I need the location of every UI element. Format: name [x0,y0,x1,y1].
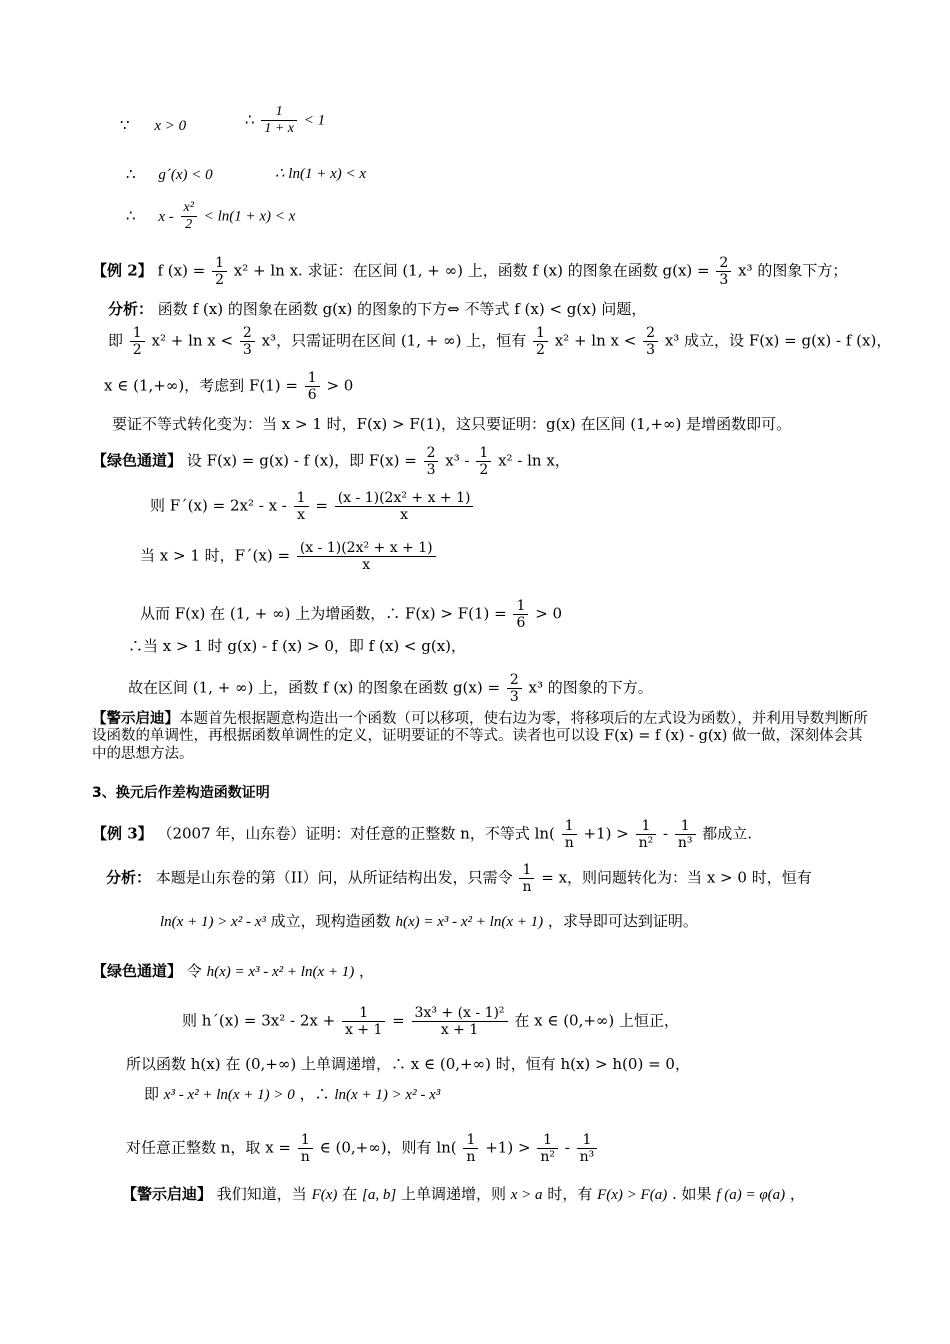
text: x² - ln x， [498,451,570,470]
warning-tag: 【警示启迪】 [122,1185,213,1203]
math-text: x > a [510,1187,543,1203]
fraction: $\frac{2}{3}$ [716,255,731,288]
green-line-1 [92,445,570,478]
text: x ∈ (1,+∞)，考虑到 F(1) = [104,376,298,395]
text: 本题是山东卷的第（II）问，从所证结构出发，只需令 [155,868,513,887]
fraction: $\frac{2}{3}$ [240,325,255,358]
text: ， [359,962,375,980]
math-lt-1: < 1 [303,112,326,129]
analysis-line-3 [104,370,353,403]
math-text: x³ - x² + ln(x + 1) > 0 [163,1087,295,1103]
text: 函数 f (x) 的图象在函数 g(x) 的图象的下方⇔ 不等式 f (x) < g(x) 问题， [157,300,647,318]
fraction: $\frac{2}{3}$ [424,445,439,478]
fraction: $\frac{2}{3}$ [507,672,522,705]
green2-line-4 [144,1085,440,1104]
fraction: $\frac{1}{x}$ [294,490,309,523]
fraction: $\frac{\text{3x³ + (x - 1)²}}{x + 1}$ [412,1005,508,1038]
text: 即 [108,331,124,350]
math-g-prime-lt-0: g´(x) < 0 [158,167,213,183]
math-text: ln(x + 1) > x² - x³ [160,914,266,930]
fraction: $\frac{1}{n}$ [463,1132,478,1165]
example-3 [92,818,752,851]
text: 故在区间 (1, + ∞) 上，函数 f (x) 的图象在函数 g(x) = [128,678,501,697]
text: x³ 的图象的下方。 [528,678,653,697]
fraction: $\frac{\text{(x - 1)(2x² + x + 1)}}{x}$ [297,540,436,573]
fraction: $\frac{\text{(x - 1)(2x² + x + 1)}}{x}$ [335,490,474,523]
text: +1) > [583,824,629,843]
text: 在 [342,1185,358,1203]
text: f (x) = [157,261,206,280]
text: ∈ (0,+∞)，则有 ln( [319,1138,457,1157]
text: 在 x ∈ (0,+∞) 上恒正， [514,1011,680,1030]
text: 成立，现构造函数 [270,912,391,930]
green2-line-1 [92,962,374,981]
green-line-6 [128,672,653,705]
math-x-gt-0: x > 0 [154,118,187,134]
line-g-prime [126,165,213,184]
fraction: $\frac{1}{2}$ [130,325,145,358]
text: 设 F(x) = g(x) - f (x)，即 F(x) = [186,451,417,470]
text: x³ 的图象下方； [738,261,848,280]
green-line-2 [150,490,475,523]
text: （2007 年，山东卷）证明：对任意的正整数 n，不等式 ln( [157,824,555,843]
warning-1 [92,710,872,763]
text: 我们知道，当 [216,1185,307,1203]
fraction: $\frac{1}{n}$ [562,818,577,851]
fraction: $\frac{1}{2}$ [533,325,548,358]
green-tag: 【绿色通道】 [92,451,183,470]
text: 从而 F(x) 在 (1, + ∞) 上为增函数，∴ F(x) > F(1) = [140,604,507,623]
green-line-3 [140,540,438,573]
math-text: F(x) > F(a) [597,1187,668,1203]
math-text: x - [158,208,174,225]
text: 时，有 [547,1185,593,1203]
therefore-symbol: ∴ [126,206,136,225]
text: 则 h´(x) = 3x² - 2x + [182,1011,336,1030]
fraction: $\frac{2}{3}$ [643,325,658,358]
fraction: $\frac{1}{6}$ [513,598,528,631]
text: . 如果 [671,1185,712,1203]
math-text: h(x) = x³ - x² + ln(x + 1) [206,964,355,980]
green-tag: 【绿色通道】 [92,962,183,980]
line-ln-lt-x: ∴ ln(1 + x) < x [275,166,367,182]
green2-line-3: 所以函数 h(x) 在 (0,+∞) 上单调递增，∴ x ∈ (0,+∞) 时，恒有 h(x) > h(0) = 0， [126,1055,690,1073]
math-text: [a, b] [361,1187,397,1203]
math-text: F(x) [311,1187,338,1203]
green-line-4 [140,598,562,631]
fraction: $\frac{\text{x²}}{2}$ [181,200,197,233]
text: x² + ln x. 求证：在区间 (1, + ∞) 上，函数 f (x) 的图象在函数 g(x) = [233,261,710,280]
green2-line-5 [126,1132,599,1165]
green2-line-2 [182,1005,679,1038]
because-symbol: ∵ [120,116,130,134]
green-line-5: ∴当 x > 1 时 g(x) - f (x) > 0，即 f (x) < g(x)， [128,637,467,655]
example-tag: 【例 3】 [92,824,153,843]
text: 则 F´(x) = 2x² - x - [150,496,287,515]
fraction: $\frac{1}{1 + x}$ [261,104,297,137]
text: x³ 成立，设 F(x) = g(x) - f (x)， [664,331,892,350]
therefore-symbol: ∴ [245,110,255,129]
text: 即 [144,1085,160,1103]
line-double-inequality [126,200,295,233]
analysis3-line-1 [106,862,812,895]
text: x³，只需证明在区间 (1, + ∞) 上，恒有 [261,331,527,350]
math-text: ln(x + 1) > x² - x³ [334,1087,441,1103]
fraction: $\frac{1}{\text{n³}}$ [577,1132,598,1165]
text: 当 x > 1 时，F´(x) = [140,546,291,565]
text: = x，则问题转化为：当 x > 0 时，恒有 [541,868,812,887]
example-2 [92,255,847,288]
fraction: $\frac{1}{\text{n²}}$ [636,818,657,851]
fraction: $\frac{1}{n}$ [519,862,534,895]
math-text: < ln(1 + x) < x [203,208,296,225]
warning-2 [122,1185,805,1204]
fraction: $\frac{1}{2}$ [476,445,491,478]
fraction: $\frac{1}{x + 1}$ [342,1005,385,1038]
warning-text: 本题首先根据题意构造出一个函数（可以移项，使右边为零，将移项后的左式设为函数），并利用导数判断所设函数的单调性，再根据函数单调性的定义，证明要证的不等式。读者也可以设 F(x) = f (x) - g(x) 做一做，深刻体会其中的思想方法。 [92,711,868,762]
fraction: $\frac{1}{2}$ [212,255,227,288]
text: ， [789,1185,805,1203]
analysis3-line-2 [160,912,698,931]
analysis-line-4: 要证不等式转化变为：当 x > 1 时，F(x) > F(1)，这只要证明：g(x) 在区间 (1,+∞) 是增函数即可。 [112,415,792,433]
fraction: $\frac{1}{n}$ [298,1132,313,1165]
text: ，求导即可达到证明。 [547,912,698,930]
text: 令 [186,962,202,980]
text: 都成立. [702,824,753,843]
math-text: h(x) = x³ - x² + ln(x + 1) [395,914,544,930]
text: = [315,496,328,515]
math-text: f (a) = φ(a) [716,1187,786,1203]
text: x³ - [445,451,470,470]
therefore-symbol: ∴ [126,165,136,183]
text: > 0 [326,376,354,395]
warning-tag: 【警示启迪】 [92,710,179,727]
section-3-title: 3、换元后作差构造函数证明 [92,785,270,801]
text: = [392,1011,405,1030]
analysis-tag: 分析： [108,300,154,318]
fraction: $\frac{1}{\text{n²}}$ [537,1132,558,1165]
fraction: $\frac{1}{\text{n³}}$ [675,818,696,851]
analysis-line-2 [108,325,891,358]
analysis-line-1 [108,300,646,318]
text: x² + ln x < [554,331,637,350]
line-therefore-frac [245,104,325,137]
analysis-tag: 分析： [106,868,152,887]
text: > 0 [535,604,563,623]
example-tag: 【例 2】 [92,261,153,280]
fraction: $\frac{1}{6}$ [305,370,320,403]
text: ，∴ [299,1085,330,1103]
text: x² + ln x < [151,331,234,350]
text: +1) > [485,1138,531,1157]
text: - [663,824,669,843]
line-because [120,116,186,135]
text: - [564,1138,570,1157]
text: 对任意正整数 n，取 x = [126,1138,291,1157]
text: 上单调递增，则 [400,1185,506,1203]
